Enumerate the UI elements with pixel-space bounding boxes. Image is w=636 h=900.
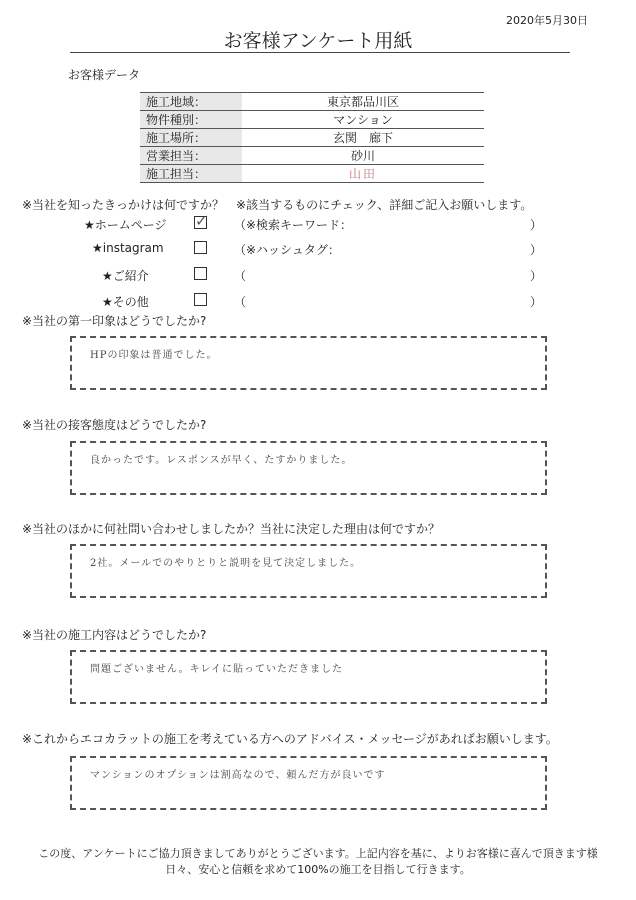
option-label-other: ★その他: [102, 295, 149, 309]
row-value: 玄関 廊下: [242, 129, 484, 147]
answer-box-advice[interactable]: [70, 756, 547, 810]
table-row: [140, 111, 484, 129]
handwritten-answer: HPの印象は普通でした。: [90, 350, 218, 361]
row-label: 物件種別：: [140, 111, 242, 129]
handwritten-answer: 2社。メールでのやりとりと説明を見て決定しました。: [90, 558, 362, 569]
table-row: [140, 129, 484, 147]
page-title: お客様アンケート用紙: [223, 30, 413, 52]
checkbox-instagram[interactable]: [194, 241, 207, 254]
option-note-other: （: [234, 295, 247, 309]
check-mark-icon: ✓: [195, 212, 208, 230]
handwritten-answer: 問題ございません。キレイに貼っていただきました: [90, 664, 343, 675]
answer-box-customer-service[interactable]: [70, 441, 547, 495]
table-row: [140, 93, 484, 111]
option-note-close: ）: [530, 243, 543, 257]
option-note-close: ）: [530, 218, 543, 232]
option-label-instagram: ★instagram: [92, 241, 164, 255]
row-label: 営業担当：: [140, 147, 242, 165]
answer-box-other-companies[interactable]: [70, 544, 547, 598]
table-row: [140, 147, 484, 165]
question-advice: ※これからエコカラットの施工を考えている方へのアドバイス・メッセージがあればお願いします。: [22, 732, 558, 746]
customer-data-table: [140, 92, 484, 183]
row-label: 施工担当：: [140, 165, 242, 183]
survey-date: 2020年5月30日: [506, 14, 588, 27]
option-note-close: ）: [530, 269, 543, 283]
option-note-referral: （: [234, 269, 247, 283]
row-value-handwritten: 山田: [242, 165, 484, 183]
question-first-impression: ※当社の第一印象はどうでしたか?: [22, 314, 207, 328]
answer-box-work-quality[interactable]: [70, 650, 547, 704]
option-note-instagram: （※ハッシュタグ：: [234, 243, 340, 257]
row-label: 施工場所：: [140, 129, 242, 147]
checkbox-other[interactable]: [194, 293, 207, 306]
handwritten-answer: マンションのオプションは割高なので、頼んだ方が良いです: [90, 770, 386, 781]
footer-message-line1: この度、アンケートにご協力頂きましてありがとうございます。上記内容を基に、よりお客様に喜んで頂きます様: [38, 847, 598, 860]
option-note-close: ）: [530, 295, 543, 309]
question-source: ※当社を知ったきっかけは何ですか？ ※該当するものにチェック、詳細ご記入お願いします。: [22, 198, 533, 212]
row-label: 施工地域：: [140, 93, 242, 111]
row-value: 砂川: [242, 147, 484, 165]
row-value: マンション: [242, 111, 484, 129]
checkbox-referral[interactable]: [194, 267, 207, 280]
table-row: [140, 165, 484, 183]
customer-data-heading: お客様データ: [68, 68, 141, 82]
answer-box-first-impression[interactable]: [70, 336, 547, 390]
checkbox-homepage[interactable]: [194, 212, 208, 230]
option-label-referral: ★ご紹介: [102, 269, 149, 283]
question-customer-service: ※当社の接客態度はどうでしたか?: [22, 418, 207, 432]
question-work-quality: ※当社の施工内容はどうでしたか?: [22, 628, 207, 642]
option-note-homepage: （※検索キーワード：: [234, 218, 353, 232]
title-underline: [70, 52, 570, 53]
handwritten-answer: 良かったです。レスポンスが早く、たすかりました。: [90, 455, 353, 466]
row-value: 東京都品川区: [242, 93, 484, 111]
question-other-companies: ※当社のほかに何社問い合わせしましたか？当社に決定した理由は何ですか？: [22, 522, 441, 536]
footer-message-line2: 日々、安心と信頼を求めて100%の施工を目指して行きます。: [165, 863, 471, 876]
option-label-homepage: ★ホームページ: [84, 218, 167, 232]
